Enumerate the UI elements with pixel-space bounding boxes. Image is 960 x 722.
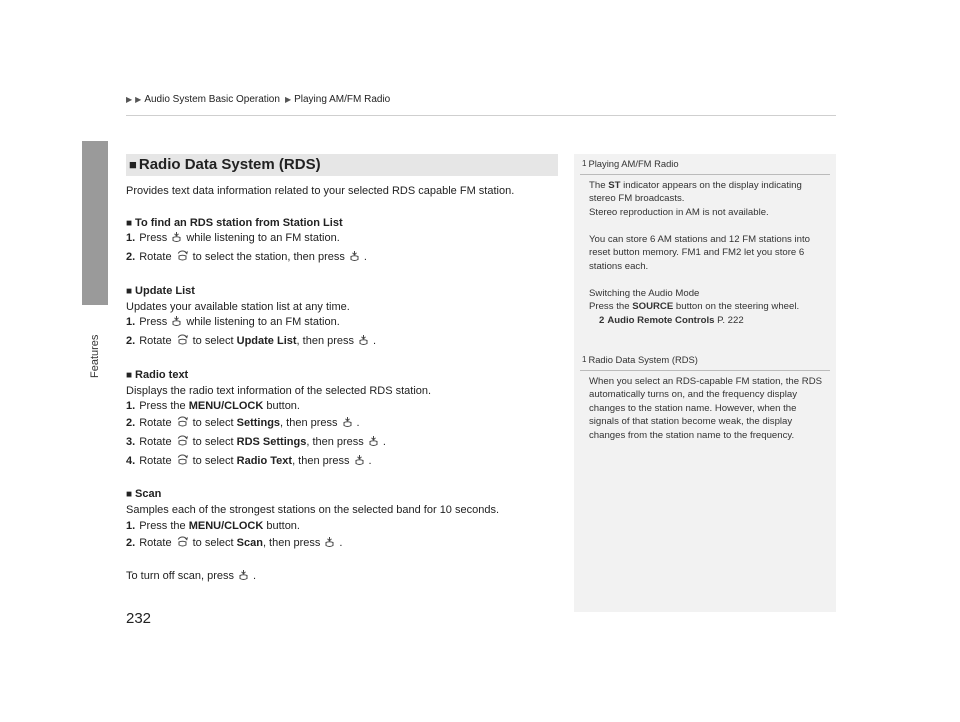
note-divider <box>580 370 830 371</box>
push-knob-icon <box>349 250 360 268</box>
rotate-knob-icon <box>176 333 189 352</box>
section-heading <box>126 154 558 176</box>
main-content <box>126 154 558 587</box>
intro-text: Provides text data information related to your selected RDS capable FM station. <box>126 185 515 197</box>
square-bullet-icon: ■ <box>126 369 133 381</box>
rotate-knob-icon <box>176 415 189 434</box>
step: 1. Press while listening to an FM station. <box>126 315 558 333</box>
rotate-knob-icon <box>176 434 189 453</box>
push-knob-icon <box>171 231 182 249</box>
note-marker: 1 <box>582 159 587 168</box>
description: Updates your available station list at any time. <box>126 300 350 313</box>
push-knob-icon <box>358 334 369 352</box>
step: 1. Press while listening to an FM station. <box>126 231 558 249</box>
turn-off-text: To turn off scan, press . <box>126 569 558 587</box>
section-tab <box>82 141 108 305</box>
xref-marker: 2 <box>599 314 605 326</box>
square-bullet-icon: ■ <box>126 217 133 229</box>
step: 1. Press the MENU/CLOCK button. <box>126 400 300 413</box>
arrow-icon: ▶ <box>135 95 142 104</box>
header-divider <box>126 115 836 116</box>
note-playing-am-fm: 1 Playing AM/FM Radio The ST indicator appears on the display indicating stereo FM broadcasts. Stereo reproduction in AM is not available. You can store 6 AM stations and 12 FM stations into reset button memory. FM1 and FM2 let you store 6 stations each. Switching the Audio Mode Press the SOURCE button on the steering wheel. 2 Audio Remote Controls P. 222 <box>574 157 836 327</box>
note-marker: 1 <box>582 355 587 364</box>
rotate-knob-icon <box>176 453 189 472</box>
push-knob-icon <box>354 454 365 472</box>
rotate-knob-icon <box>176 535 189 554</box>
step: 1. Press the MENU/CLOCK button. <box>126 519 300 532</box>
arrow-icon: ▶ <box>284 95 292 104</box>
step: 2. Rotate to select Scan, then press . <box>126 535 558 554</box>
note-divider <box>580 174 830 175</box>
rotate-knob-icon <box>176 249 189 268</box>
breadcrumb-item[interactable]: Audio System Basic Operation <box>144 94 280 105</box>
side-notes-panel <box>574 154 836 612</box>
subheading: ■ Scan <box>126 488 162 501</box>
note-title: 1 Playing AM/FM Radio <box>582 158 679 169</box>
subheading: ■ Update List <box>126 284 195 297</box>
breadcrumb <box>126 94 395 105</box>
step: 2. Rotate to select Settings, then press . <box>126 415 558 434</box>
push-knob-icon <box>368 435 379 453</box>
note-rds: 1 Radio Data System (RDS) When you select an RDS-capable FM station, the RDS automatically turns on, and the frequency display changes to the station name. However, when the signals of that station become weak, the display changes from the station name to the frequency. <box>574 353 836 442</box>
step: 2. Rotate to select Update List, then press . <box>126 333 558 352</box>
section-tab-label: Features <box>89 334 101 378</box>
subheading: ■ To find an RDS station from Station List <box>126 216 343 229</box>
step: 4. Rotate to select Radio Text, then press . <box>126 453 558 472</box>
section-title: Radio Data System (RDS) <box>138 156 321 173</box>
description: Displays the radio text information of the selected RDS station. <box>126 384 432 397</box>
push-knob-icon <box>238 569 249 587</box>
description: Samples each of the strongest stations on the selected band for 10 seconds. <box>126 504 500 517</box>
breadcrumb-item[interactable]: Playing AM/FM Radio <box>294 94 391 105</box>
step: 3. Rotate to select RDS Settings, then press . <box>126 434 558 453</box>
square-bullet-icon: ■ <box>126 489 133 501</box>
step: 2. Rotate to select the station, then press . <box>126 249 558 268</box>
page-number: 232 <box>126 610 152 627</box>
push-knob-icon <box>342 416 353 434</box>
arrow-icon: ▶ <box>126 95 133 104</box>
square-bullet-icon: ■ <box>126 285 133 297</box>
note-title: 1 Radio Data System (RDS) <box>582 354 698 365</box>
push-knob-icon <box>171 315 182 333</box>
square-bullet-icon: ■ <box>129 157 137 172</box>
push-knob-icon <box>324 536 335 554</box>
cross-reference-link[interactable]: 2 Audio Remote Controls P. 222 <box>599 314 744 326</box>
subheading: ■ Radio text <box>126 368 189 381</box>
